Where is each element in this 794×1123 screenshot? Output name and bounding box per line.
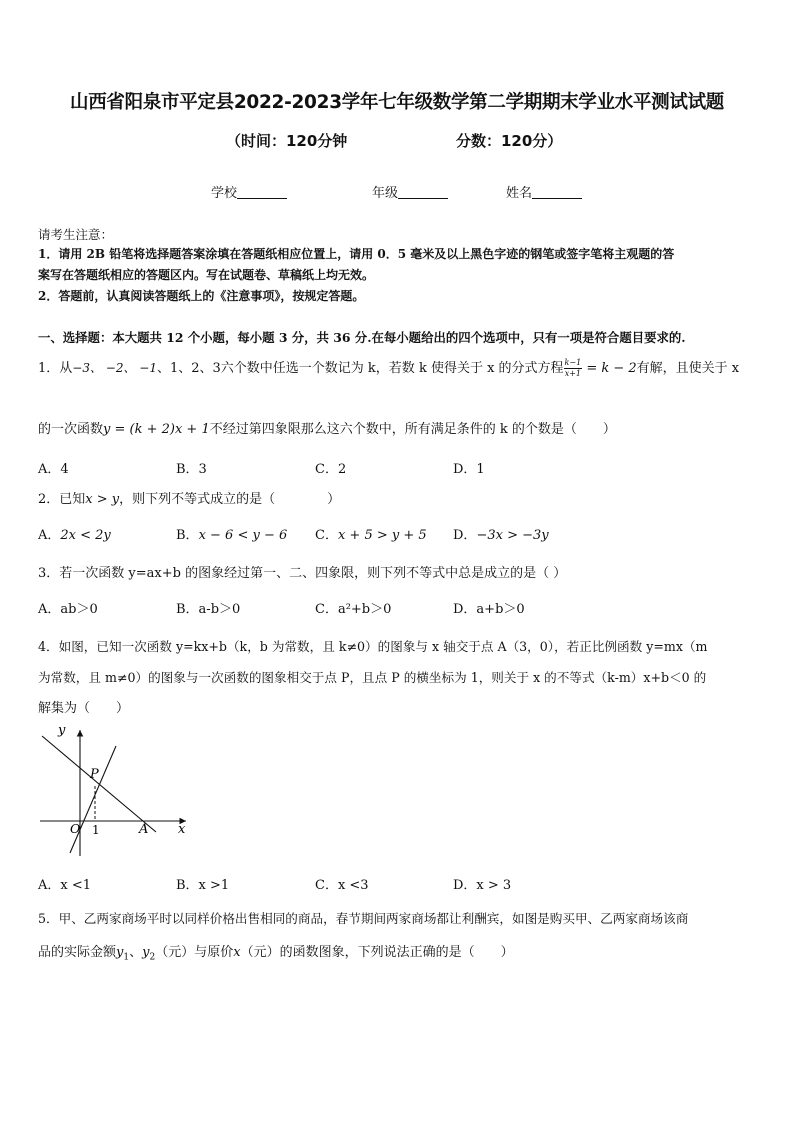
notice-heading: 请考生注意：: [38, 227, 114, 242]
point-p-label: P: [90, 767, 99, 782]
q5-var-y1: y: [116, 945, 124, 960]
q5-text-b: （元）与原价: [155, 945, 234, 960]
q5-var-x: x: [233, 945, 241, 960]
q1-text-c: 有解，且使关于 x: [636, 361, 740, 376]
q2-text-a: 2．已知: [38, 492, 86, 507]
q2-condition: x > y: [85, 492, 120, 507]
tick-one-label: 1: [92, 823, 100, 837]
q4-line-3: 解集为（ ）: [38, 701, 130, 716]
q2-option-b-label: B．: [176, 528, 199, 543]
q4-option-a[interactable]: A．x <1: [38, 878, 92, 893]
school-label: 学校: [211, 186, 238, 201]
q2-option-d-label: D．: [453, 528, 477, 543]
q1-frac-denominator: x+1: [564, 369, 582, 378]
q4-option-d[interactable]: D．x > 3: [453, 878, 512, 893]
q3-stem: 3．若一次函数 y=ax+b 的图象经过第一、二、四象限，则下列不等式中总是成立的是（ ）: [38, 566, 567, 581]
school-field: [211, 182, 287, 201]
linear-function-line: [42, 736, 156, 832]
q4-option-b[interactable]: B．x >1: [176, 878, 230, 893]
q1-text-a: 1．从: [38, 361, 73, 376]
q3-option-d[interactable]: D．a+b＞0: [453, 602, 525, 617]
q1-option-b[interactable]: B．3: [176, 462, 207, 477]
notice-line-2: 2．答题前，认真阅读答题纸上的《注意事项》，按规定答题。: [38, 289, 365, 303]
q1-option-c[interactable]: C．2: [315, 462, 347, 477]
q1-option-d[interactable]: D．1: [453, 462, 485, 477]
q1-text-e: 不经过第四象限那么这六个数中，所有满足条件的 k 的个数是（ ）: [209, 422, 616, 437]
q5-separator: 、: [129, 945, 143, 960]
q3-option-b[interactable]: B．a-b＞0: [176, 602, 241, 617]
q5-sub-2: 2: [149, 952, 156, 963]
grade-label: 年级: [372, 186, 399, 201]
q4-option-c[interactable]: C．x <3: [315, 878, 369, 893]
origin-label: O: [70, 821, 81, 836]
q1-fraction: [564, 358, 583, 379]
q5-text-c: （元）的函数图象，下列说法正确的是（ ）: [240, 945, 514, 960]
q5-line-1: 5．甲、乙两家商场平时以同样价格出售相同的商品，春节期间两家商场都让利酬宾，如图是购买甲、乙两家商场该商: [38, 911, 689, 926]
exam-time: （时间：120分钟: [226, 132, 348, 150]
name-blank[interactable]: [532, 185, 582, 199]
q1-text-d: 的一次函数: [38, 422, 104, 437]
q2-option-a-label: A．: [38, 528, 61, 543]
q4-line-2: 为常数，且 m≠0）的图象与一次函数的图象相交于点 P，且点 P 的横坐标为 1，则关于 x 的不等式（k-m）x+b＜0 的: [38, 670, 707, 685]
q4-graph: [36, 720, 196, 860]
q2-option-c[interactable]: [315, 524, 427, 543]
q1-option-a[interactable]: A．4: [38, 462, 69, 477]
exam-score: 分数：120分）: [456, 132, 563, 150]
q1-line-2: [38, 418, 616, 437]
q2-stem: [38, 488, 340, 507]
name-field: [506, 182, 582, 201]
q5-var-y2: y: [142, 945, 150, 960]
school-blank[interactable]: [237, 185, 287, 199]
name-label: 姓名: [506, 186, 533, 201]
section-heading: 一、选择题：本大题共 12 个小题，每小题 3 分，共 36 分.在每小题给出的四个选项中，只有一项是符合题目要求的.: [38, 330, 686, 345]
q1-text-b: 、1、2、3六个数中任选一个数记为 k，若数 k 使得关于 x 的分式方程: [156, 361, 564, 376]
grade-blank[interactable]: [398, 185, 448, 199]
notice-line-1: 1．请用 2B 铅笔将选择题答案涂填在答题纸相应位置上，请用 0．5 毫米及以上黑色字迹的钢笔或签字笔将主观题的答: [38, 247, 675, 261]
q5-sub-1: 1: [123, 952, 130, 963]
q3-option-a[interactable]: A．ab＞0: [38, 602, 98, 617]
q1-line-1: [38, 357, 739, 379]
x-axis-label: x: [178, 822, 186, 837]
q4-line-1: 4．如图，已知一次函数 y=kx+b（k，b 为常数，且 k≠0）的图象与 x 轴交于点 A（3，0），若正比例函数 y=mx（m: [38, 639, 708, 654]
q2-option-c-math: x + 5 > y + 5: [337, 528, 427, 543]
q5-line-2: [38, 941, 514, 963]
point-a-label: A: [139, 822, 149, 837]
q2-option-a-math: 2x < 2y: [60, 528, 111, 543]
q2-option-d[interactable]: [453, 524, 549, 543]
y-axis-label: y: [58, 723, 66, 738]
q2-text-b: ，则下列不等式成立的是（ ）: [119, 492, 341, 507]
q1-frac-numerator: k−1: [564, 358, 582, 367]
q1-numbers: −3、 −2、 −1: [72, 361, 157, 375]
exam-title: 山西省阳泉市平定县2022-2023学年七年级数学第二学期期末学业水平测试试题: [70, 92, 724, 113]
q1-frac-rhs: = k − 2: [582, 361, 637, 376]
q1-function: y = (k + 2)x + 1: [103, 422, 210, 437]
notice-line-1b: 案写在答题纸相应的答题区内。写在试题卷、草稿纸上均无效。: [38, 268, 375, 282]
q3-option-c[interactable]: C．a²+b＞0: [315, 602, 392, 617]
q2-option-c-label: C．: [315, 528, 338, 543]
grade-field: [372, 182, 448, 201]
q2-option-b-math: x − 6 < y − 6: [198, 528, 288, 543]
q2-option-a[interactable]: [38, 524, 111, 543]
q2-option-d-math: −3x > −3y: [476, 528, 549, 543]
q2-option-b[interactable]: [176, 524, 287, 543]
q5-text-a: 品的实际金额: [38, 945, 117, 960]
